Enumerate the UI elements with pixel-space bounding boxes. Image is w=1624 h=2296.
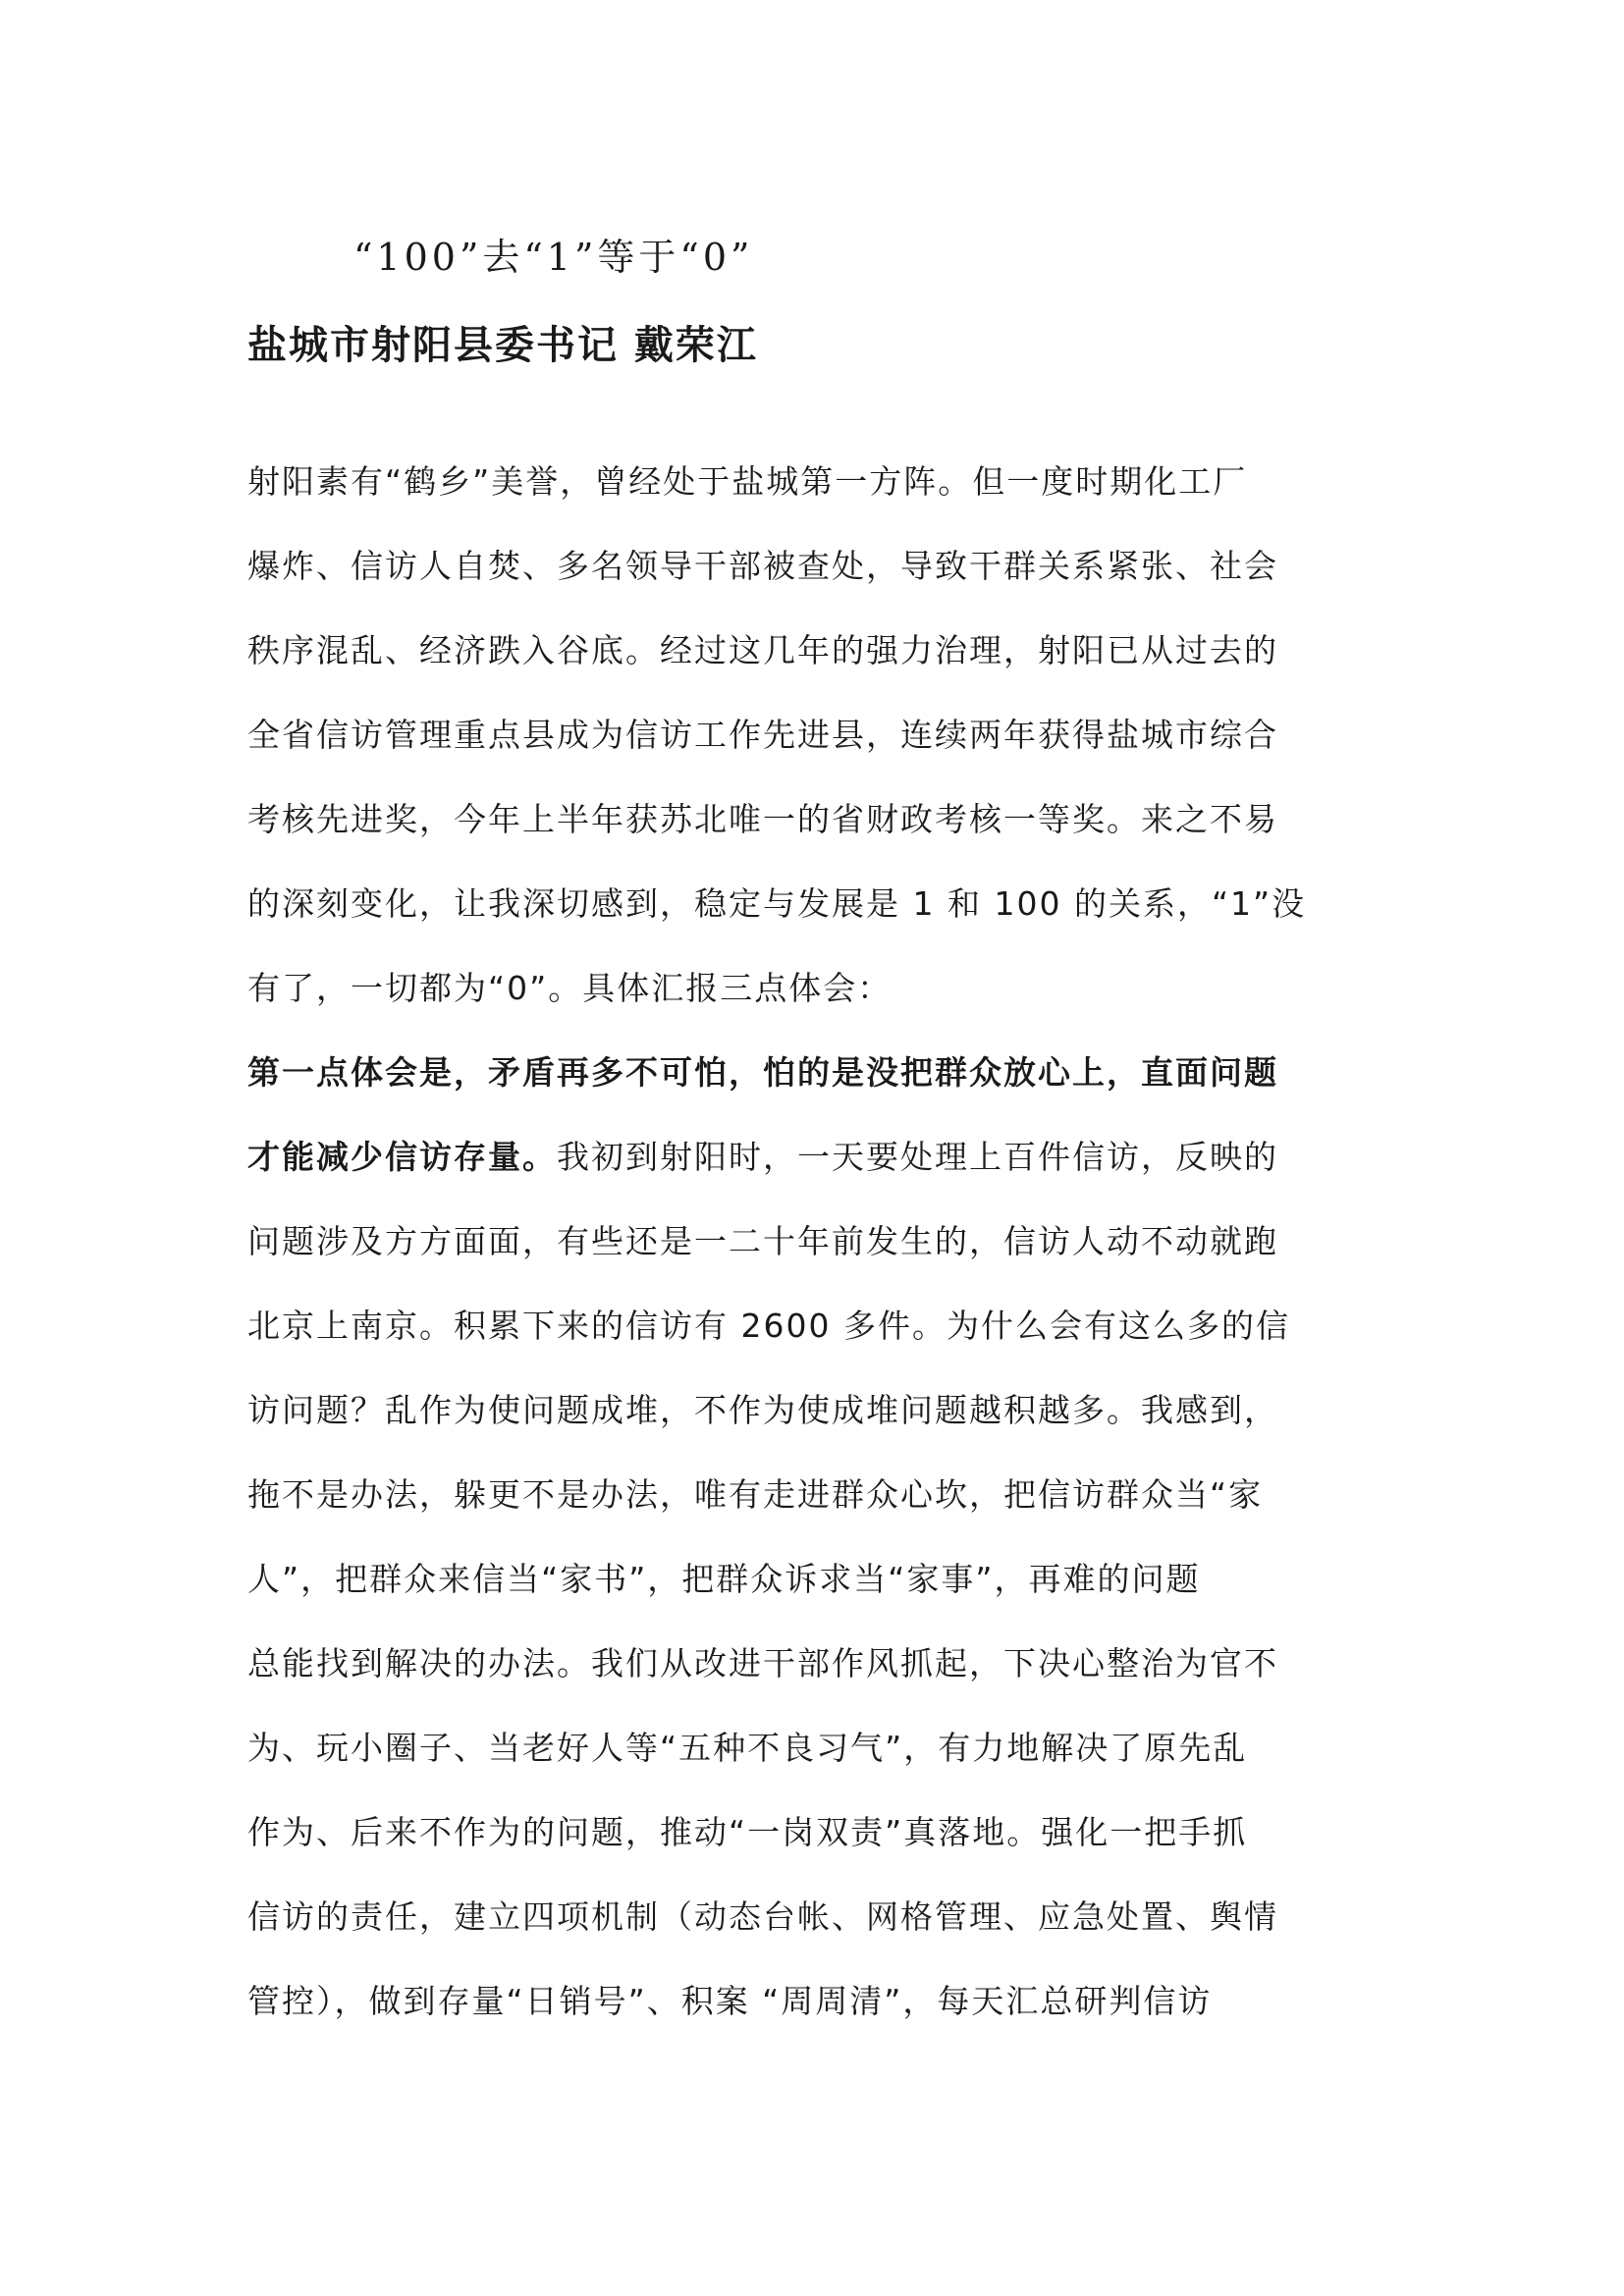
document-title: “100”去“1”等于“0” [353,236,754,279]
body-line: 拖不是办法，躲更不是办法，唯有走进群众心坎，把信访群众当“家 [247,1475,1264,1514]
body-line: 北京上南京。积累下来的信访有 2600 多件。为什么会有这么多的信 [247,1307,1290,1345]
section-heading-tail: 才能减少信访存量。 [247,1138,557,1176]
body-line: 信访的责任，建立四项机制（动态台帐、网格管理、应急处置、舆情 [247,1897,1278,1936]
body-line: 的深刻变化，让我深切感到，稳定与发展是 1 和 100 的关系，“1”没 [247,884,1307,923]
body-line: 全省信访管理重点县成为信访工作先进县，连续两年获得盐城市综合 [247,716,1278,754]
body-line: 爆炸、信访人自焚、多名领导干部被查处，导致干群关系紧张、社会 [247,547,1278,585]
body-line: 为、玩小圈子、当老好人等“五种不良习气”，有力地解决了原先乱 [247,1729,1248,1767]
body-line-mixed [247,1115,1406,1200]
body-line: 秩序混乱、经济跌入谷底。经过这几年的强力治理，射阳已从过去的 [247,631,1278,669]
body-line: 有了，一切都为“0”。具体汇报三点体会： [247,969,893,1007]
body-line-continuation: 我初到射阳时，一天要处理上百件信访，反映的 [557,1138,1278,1176]
body-line: 问题涉及方方面面，有些还是一二十年前发生的，信访人动不动就跑 [247,1222,1278,1260]
author-byline: 盐城市射阳县委书记 戴荣江 [247,322,758,368]
body-line: 人”，把群众来信当“家书”，把群众诉求当“家事”，再难的问题 [247,1560,1201,1598]
body-line: 访问题？乱作为使问题成堆，不作为使成堆问题越积越多。我感到， [247,1391,1278,1429]
body-line: 考核先进奖，今年上半年获苏北唯一的省财政考核一等奖。来之不易 [247,800,1278,838]
body-line: 总能找到解决的办法。我们从改进干部作风抓起，下决心整治为官不 [247,1644,1278,1682]
document-body [247,440,1406,2044]
body-line: 射阳素有“鹤乡”美誉，曾经处于盐城第一方阵。但一度时期化工厂 [247,462,1248,501]
body-line: 管控），做到存量“日销号”、积案 “周周清”，每天汇总研判信访 [247,1982,1213,2020]
body-line: 作为、后来不作为的问题，推动“一岗双责”真落地。强化一把手抓 [247,1813,1248,1851]
section-heading-line: 第一点体会是，矛盾再多不可怕，怕的是没把群众放心上，直面问题 [247,1053,1278,1092]
